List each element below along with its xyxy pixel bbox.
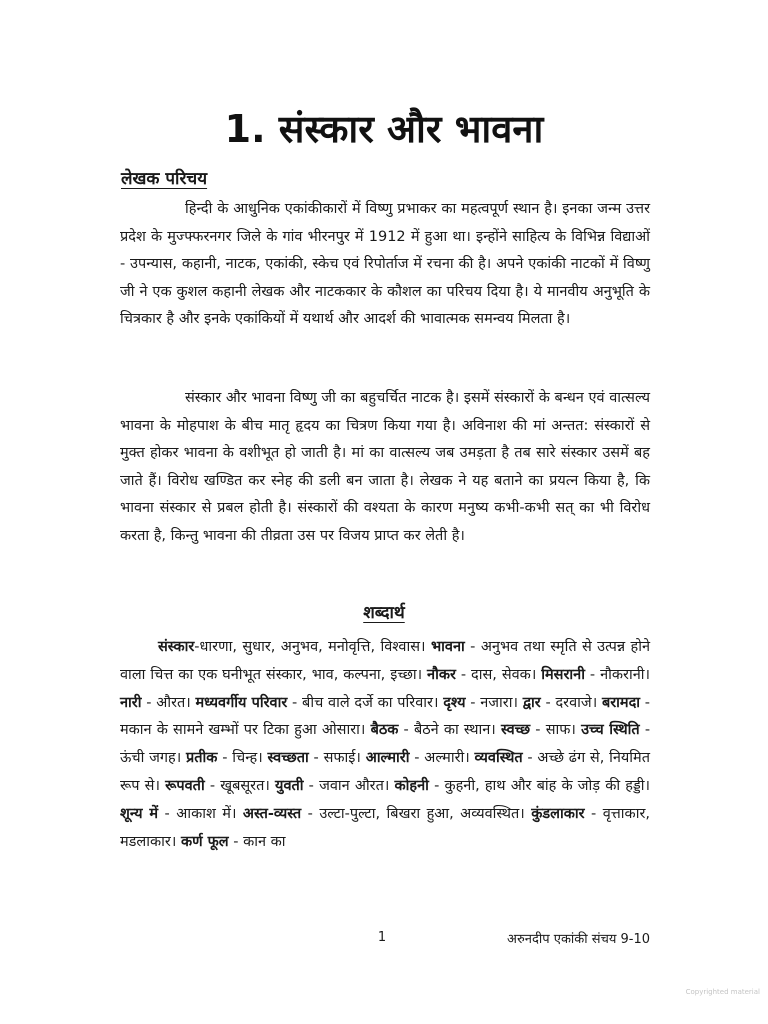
glossary-term: नौकर: [427, 666, 456, 683]
author-intro-heading: लेखक परिचय: [121, 169, 208, 189]
glossary-separator: -: [301, 805, 320, 822]
glossary-separator: -: [465, 694, 481, 711]
glossary-term: व्यवस्थित: [474, 750, 523, 767]
glossary-term: बैठक: [370, 722, 399, 739]
page-number: 1: [377, 930, 387, 945]
glossary-meaning: जवान औरत।: [319, 777, 390, 794]
glossary-term: युवती: [275, 777, 304, 794]
glossary-term: उच्च स्थिति: [581, 722, 640, 739]
glossary-meaning: अनुभव तथा स्मृति से उत्पन्न होने वाला चित्त का एक घनीभूत संस्कार, भाव, कल्पना, इच्छा।: [120, 639, 651, 683]
glossary-body: [120, 634, 650, 856]
glossary-separator: -: [308, 750, 324, 767]
page-title: 1. संस्कार और भावना: [224, 107, 544, 151]
glossary-separator: -: [409, 750, 425, 767]
glossary-meaning: मकान के सामने खम्भों पर टिका हुआ ओसारा।: [120, 722, 366, 739]
glossary-meaning: बीच वाले दर्जे का परिवार।: [302, 694, 439, 711]
book-title-footer: अरुनदीप एकांकी संचय 9-10: [507, 932, 650, 947]
glossary-meaning: उल्टा-पुल्टा, बिखरा हुआ, अव्यवस्थित।: [319, 805, 525, 822]
glossary-term: नारी: [120, 694, 142, 711]
glossary-entry: [427, 667, 536, 683]
glossary-term: मिसरानी: [541, 666, 585, 683]
glossary-separator: -: [584, 666, 601, 683]
glossary-entry: [165, 778, 270, 794]
glossary-meaning: नजारा।: [480, 694, 518, 711]
glossary-separator: -: [428, 777, 445, 794]
glossary-entry: [120, 806, 236, 822]
copyright-watermark: Copyrighted material: [685, 988, 760, 996]
glossary-meaning: ऊंची जगह।: [120, 750, 182, 767]
glossary-separator: -: [141, 694, 157, 711]
glossary-entry: [541, 667, 650, 683]
glossary-entry: [523, 695, 597, 711]
glossary-heading: शब्दार्थ: [363, 603, 405, 623]
glossary-term: अस्त-व्यस्त: [242, 805, 302, 822]
glossary-separator: -: [464, 639, 481, 655]
glossary-entry: [186, 750, 263, 766]
glossary-term: प्रतीक: [186, 750, 218, 767]
glossary-meaning: साफ।: [545, 722, 576, 739]
glossary-meaning: धारणा, सुधार, अनुभव, मनोवृत्ति, विश्वास।: [199, 639, 426, 655]
glossary-meaning: आकाश में।: [176, 805, 237, 822]
glossary-separator: -: [455, 666, 472, 683]
author-intro-paragraph-1: हिन्दी के आधुनिक एकांकीकारों में विष्णु प्रभाकर का महत्वपूर्ण स्थान है। इनका जन्म उत्तर प्रदेश के मुज्फ्फरनगर जिले के गांव भीरनपुर में 1912 में हुआ था। इन्होंने साहित्य के विभिन्न विद्याओं - उपन्यास, कहानी, नाटक, एकांकी, स्केच एवं रिपोर्ताज में रचना की है। अपने एकांकी नाटकों में विष्णु जी ने एक कुशल कहानी लेखक और नाटककार के कौशल का परिचय दिया है। ये मानवीय अनुभूति के चित्रकार है और इनके एकांकियों में यथार्थ और आदर्श की भावात्मक समन्वय मिलता है।: [120, 201, 650, 327]
glossary-separator: -: [303, 777, 320, 794]
glossary-meaning: अच्छे ढंग से, नियमित रूप से।: [120, 750, 650, 794]
glossary-entry: [196, 695, 439, 711]
glossary-meaning: अल्मारी।: [424, 750, 470, 767]
glossary-meaning: बैठने का स्थान।: [413, 722, 496, 739]
glossary-meaning: चिन्ह।: [232, 750, 263, 767]
glossary-separator: -: [287, 694, 303, 711]
glossary-term: दृश्य: [443, 694, 466, 711]
glossary-separator: -: [584, 805, 603, 822]
glossary-term: स्वच्छता: [267, 750, 309, 767]
glossary-term: मध्यवर्गीय परिवार: [195, 694, 288, 711]
glossary-term: कोहनी: [394, 777, 429, 794]
play-summary-paragraph: संस्कार और भावना विष्णु जी का बहुचर्चित नाटक है। इसमें संस्कारों के बन्धन एवं वात्सल्य भावना के मोहपाश के बीच मातृ हृदय का चित्रण किया गया है। अविनाश की मां अन्तत: संस्कारों से मुक्त होकर भावना के वशीभूत हो जाती है। मां का वात्सल्य जब उमड़ता है तब सारे संस्कार उसमें बह जाते हैं। विरोध खण्डित कर स्नेह की डली बन जाता है। लेखक ने यह बताने का प्रयत्न किया है, कि भावना संस्कार से प्रबल होती है। संस्कारों की वश्यता के कारण मनुष्य कभी-कभी सत् का भी विरोध करता है, किन्तु भावना की तीव्रता उस पर विजय प्राप्त कर लेती है।: [120, 390, 650, 544]
glossary-separator: -: [398, 722, 414, 739]
glossary-entry: [501, 722, 576, 738]
glossary-meaning: सफाई।: [323, 750, 361, 767]
glossary-separator: -: [522, 750, 538, 767]
glossary-separator: -: [217, 750, 233, 767]
glossary-meaning: औरत।: [156, 694, 191, 711]
glossary-entry: [181, 834, 286, 850]
glossary-separator: -: [639, 722, 651, 739]
glossary-meaning: नौकरानी।: [600, 666, 651, 683]
glossary-entry: [443, 695, 518, 711]
glossary-separator: -: [158, 805, 177, 822]
glossary-entry: [120, 695, 191, 711]
glossary-term: आल्मारी: [365, 750, 410, 767]
glossary-term: रूपवती: [165, 777, 205, 794]
glossary-term: भावना: [430, 639, 465, 655]
glossary-entry: [275, 778, 389, 794]
glossary-meaning: खूबसूरत।: [220, 777, 270, 794]
glossary-entry: [158, 639, 426, 655]
glossary-meaning: दास, सेवक।: [471, 666, 537, 683]
glossary-entry: [243, 806, 525, 822]
glossary-meaning: कान का: [243, 833, 286, 850]
glossary-entry: [371, 722, 496, 738]
glossary-term: कर्ण फूल: [180, 833, 229, 850]
glossary-term: कुंडलाकार: [531, 805, 585, 822]
glossary-separator: -: [228, 833, 244, 850]
glossary-separator: -: [640, 694, 651, 711]
glossary-term: शून्य में: [120, 805, 159, 822]
glossary-term: स्वच्छ: [500, 722, 531, 739]
glossary-term: बरामदा: [601, 694, 641, 711]
glossary-entry: [395, 778, 651, 794]
glossary-separator: -: [540, 694, 556, 711]
glossary-meaning: कुहनी, हाथ और बांह के जोड़ की हड्डी।: [444, 777, 651, 794]
glossary-separator: -: [530, 722, 546, 739]
glossary-meaning: वृत्ताकार, मडलाकार।: [120, 805, 650, 850]
glossary-entry: [268, 750, 361, 766]
glossary-separator: -: [204, 777, 221, 794]
glossary-term: संस्कार: [158, 639, 195, 655]
glossary-separator: -: [194, 639, 200, 655]
glossary-entry: [366, 750, 470, 766]
glossary-term: द्वार: [522, 694, 541, 711]
glossary-meaning: दरवाजे।: [555, 694, 598, 711]
